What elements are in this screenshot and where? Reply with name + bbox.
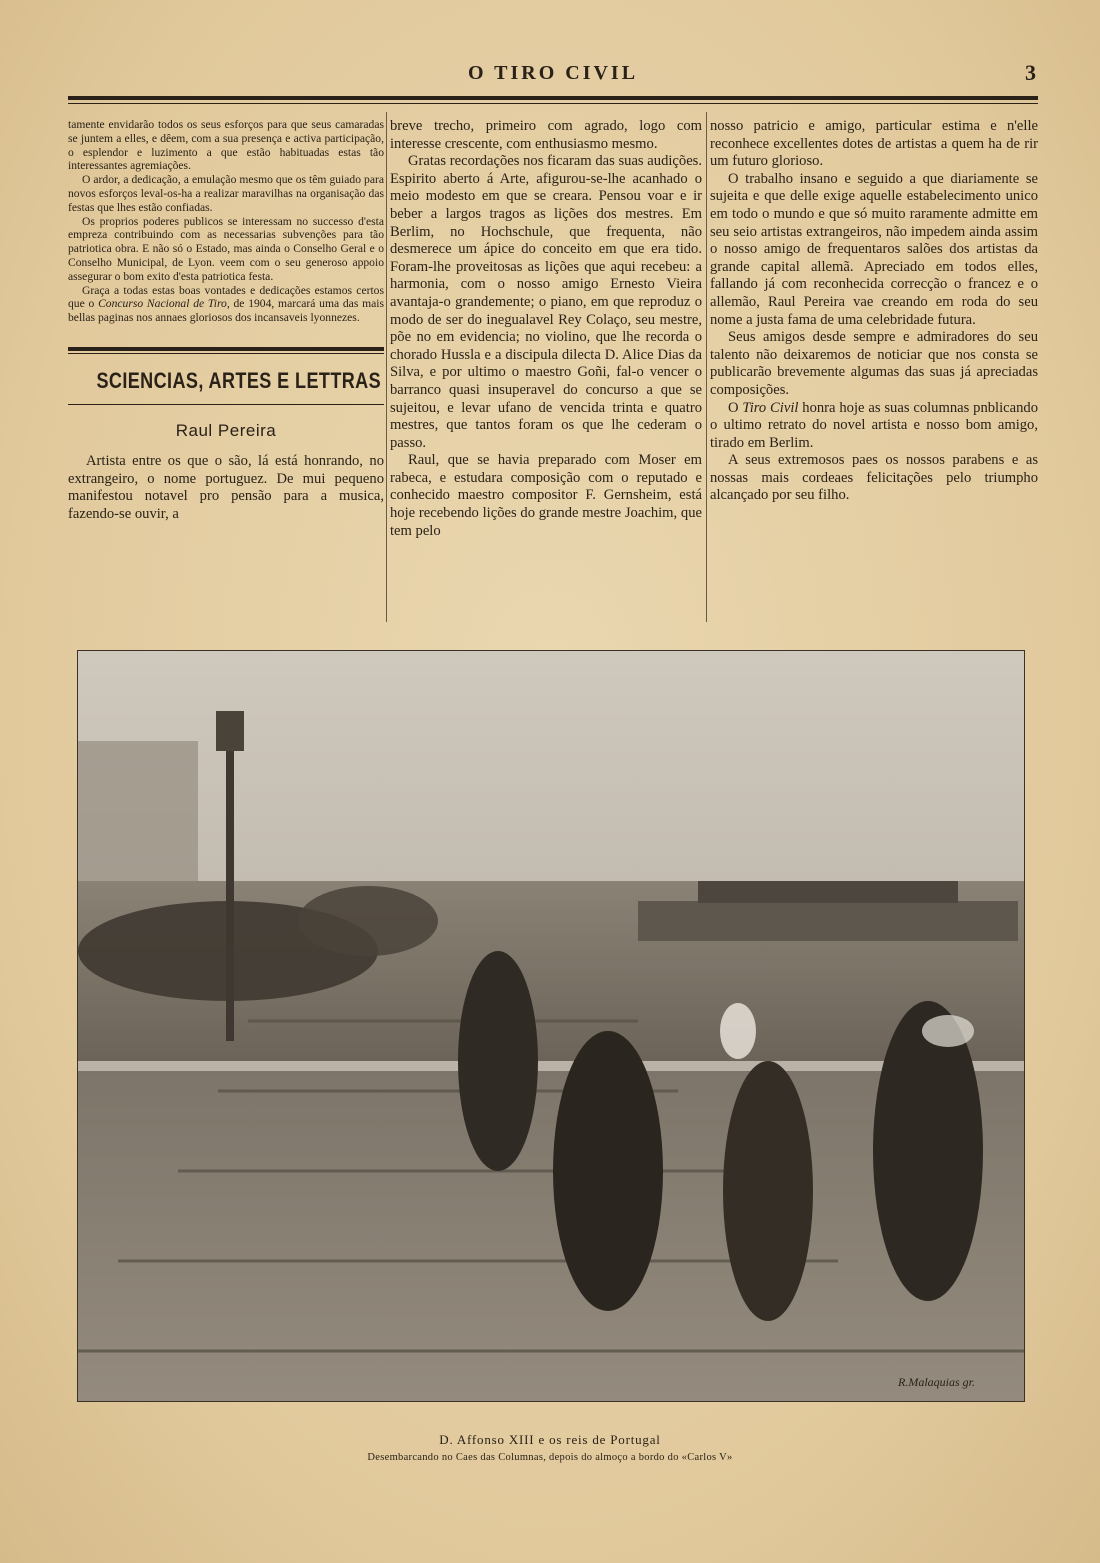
column-divider xyxy=(386,112,387,622)
column-divider xyxy=(706,112,707,622)
page-number: 3 xyxy=(1025,60,1036,85)
photo-illustration xyxy=(78,651,1024,1401)
lamp-lantern xyxy=(216,711,244,751)
paragraph: Raul, que se havia preparado com Moser em rabeca, e estudara composição com o reputado e conhecido maestro compositor F. Gernsheim, está hoje recebendo lições do grande mestre Joachim, que tem pelo xyxy=(390,452,702,539)
paragraph: nosso patricio e amigo, particular estima e n'elle reconhece excellentes dotes de artistas a quem ha de rir um futuro glorioso. xyxy=(710,118,1038,170)
section-rule-thin xyxy=(68,353,384,354)
paragraph: breve trecho, primeiro com agrado, logo com interesse crescente, com enthusiasmo mesmo. xyxy=(390,118,702,152)
text-run: de 1904, marcará uma das mais bellas paginas nos annaes gloriosos dos incansaveis lyonnezes. xyxy=(68,297,384,325)
figure-group-right xyxy=(873,1001,983,1301)
landing-pier xyxy=(638,901,1018,941)
article-body xyxy=(390,118,702,540)
section-underline xyxy=(68,404,384,405)
paragraph: O ardor, a dedicação, a emulação mesmo que os têm guiado para novos esforços leval-os-ha a realizar maravilhas na organisação das festas que lhes estão confiadas. xyxy=(68,173,384,214)
italic-text-run: Tiro Civil xyxy=(742,399,799,416)
column-3 xyxy=(710,118,1038,505)
engraver-signature: R.Malaquias gr. xyxy=(898,1375,976,1389)
paragraph: Os proprios poderes publicos se interessam no successo d'esta empreza contribuindo com as necessarias subvenções para tão patriotica obra. E não só o Estado, mas ainda o Conselho Geral e o Conselho Municipal, de Lyon. veem com o seu generoso appoio assegurar o bom exito d'esta patriotica festa. xyxy=(68,214,384,283)
page-header xyxy=(68,60,1038,96)
article-title: Raul Pereira xyxy=(175,420,277,440)
article-body xyxy=(710,118,1038,505)
figure-king xyxy=(553,1031,663,1311)
paragraph: Artista entre os que o são, lá está honrando, no extrangeiro, o nome portuguez. De mui pequeno manifestou notavel pro pensão para a musica, fazendo-se ouvir, a xyxy=(68,452,384,522)
column-2 xyxy=(390,118,702,540)
paragraph: A seus extremosos paes os nossos parabens e as nossas mais cordeaes felicitações pelo triumpho alcançado por seu filho. xyxy=(710,452,1038,504)
white-hat xyxy=(922,1015,974,1047)
caption-title-text: D. Affonso XIII e os reis de Portugal xyxy=(439,1432,661,1447)
figure-lady xyxy=(458,951,538,1171)
paragraph xyxy=(710,400,1038,453)
paragraph: O trabalho insano e seguido a que diariamente se sujeita e que delle exige aquelle estabelecimento unico em todo o mundo e que só muito raramente admitte em seu seio artistas extrangeiros, não impedem ainda assim o nosso amigo de frequentaros salões dos artistas da grande capital allemã. Apreciado em todos elles, fallando já com reconhecida correcção o francez e o allemão, Raul Pereira vae creando em roda do seu nome a justa fama de uma celebridade futura. xyxy=(710,170,1038,328)
article-body xyxy=(68,453,384,523)
italic-text-run: Concurso Nacional de Tiro, xyxy=(98,297,230,311)
column-1 xyxy=(68,118,384,523)
section-heading: SCIENCIAS, ARTES E LETTRAS xyxy=(96,367,382,393)
paragraph: tamente envidarão todos os seus esforços para que seus camaradas se juntem a elles, e dêem, com a sua presença e activa participação, o esplendor e luzimento a que estão habituadas estas tão interessantes agremiações. xyxy=(68,118,384,173)
paragraph xyxy=(68,284,384,325)
photo-caption-title xyxy=(0,1432,1100,1448)
section-rule-thick xyxy=(68,347,384,351)
text-run: O xyxy=(728,399,743,416)
photograph xyxy=(77,650,1025,1402)
figure-officer xyxy=(723,1061,813,1321)
pier-building xyxy=(78,741,198,881)
crowd-on-pier xyxy=(698,881,958,903)
lyon-article-end xyxy=(68,118,384,325)
photo-caption-subtitle: Desembarcando no Caes das Columnas, depois do almoço a bordo do «Carlos V» xyxy=(367,1452,733,1463)
newspaper-title: O TIRO CIVIL xyxy=(467,62,639,84)
text-run: honra hoje as suas columnas pnblicando o ultimo retrato do novel artista e nosso bom amigo, tirado em Berlim. xyxy=(710,399,1038,451)
white-plume xyxy=(720,1003,756,1059)
header-rule-thin xyxy=(68,103,1038,104)
text-run: Graça a todas estas boas vontades e dedicações estamos certos que o xyxy=(68,283,384,311)
header-rule-thick xyxy=(68,96,1038,100)
paragraph: Gratas recordações nos ficaram das suas audições. Espirito aberto á Arte, afigurou-se-lhe acanhado o meio modesto em que se creara. Pensou voar e ir beber a largos tragos as lições dos mestres. Em Berlim, no Hochschule, que frequenta, não desmerece um ápice do conceito em que era tido. Foram-lhe proveitosas as lições que aqui recebeu: a harmonia, com o nosso amigo Ernesto Vieira avantaja-o grandemente; o piano, em que reproduz o modo de ser do inegualavel Rey Colaço, seu mestre, põe no em evidencia; no violino, que lhe recorda o chorado Hussla e a discipula dilecta D. Alice Dias da Silva, e por ultimo o maestro Goñi, fal-o vencer o barranco quasi insuperavel do concurso a que se sujeitou, e levar ufano de vencida trinta e quatro mestres, que tantos foram os que lhe cederam o passo. xyxy=(390,153,702,451)
paragraph: Seus amigos desde sempre e admiradores do seu talento não deixaremos de noticiar que nos consta se publicarão brevemente algumas das suas já apreciadas composições. xyxy=(710,329,1038,398)
crowd-center xyxy=(298,886,438,956)
